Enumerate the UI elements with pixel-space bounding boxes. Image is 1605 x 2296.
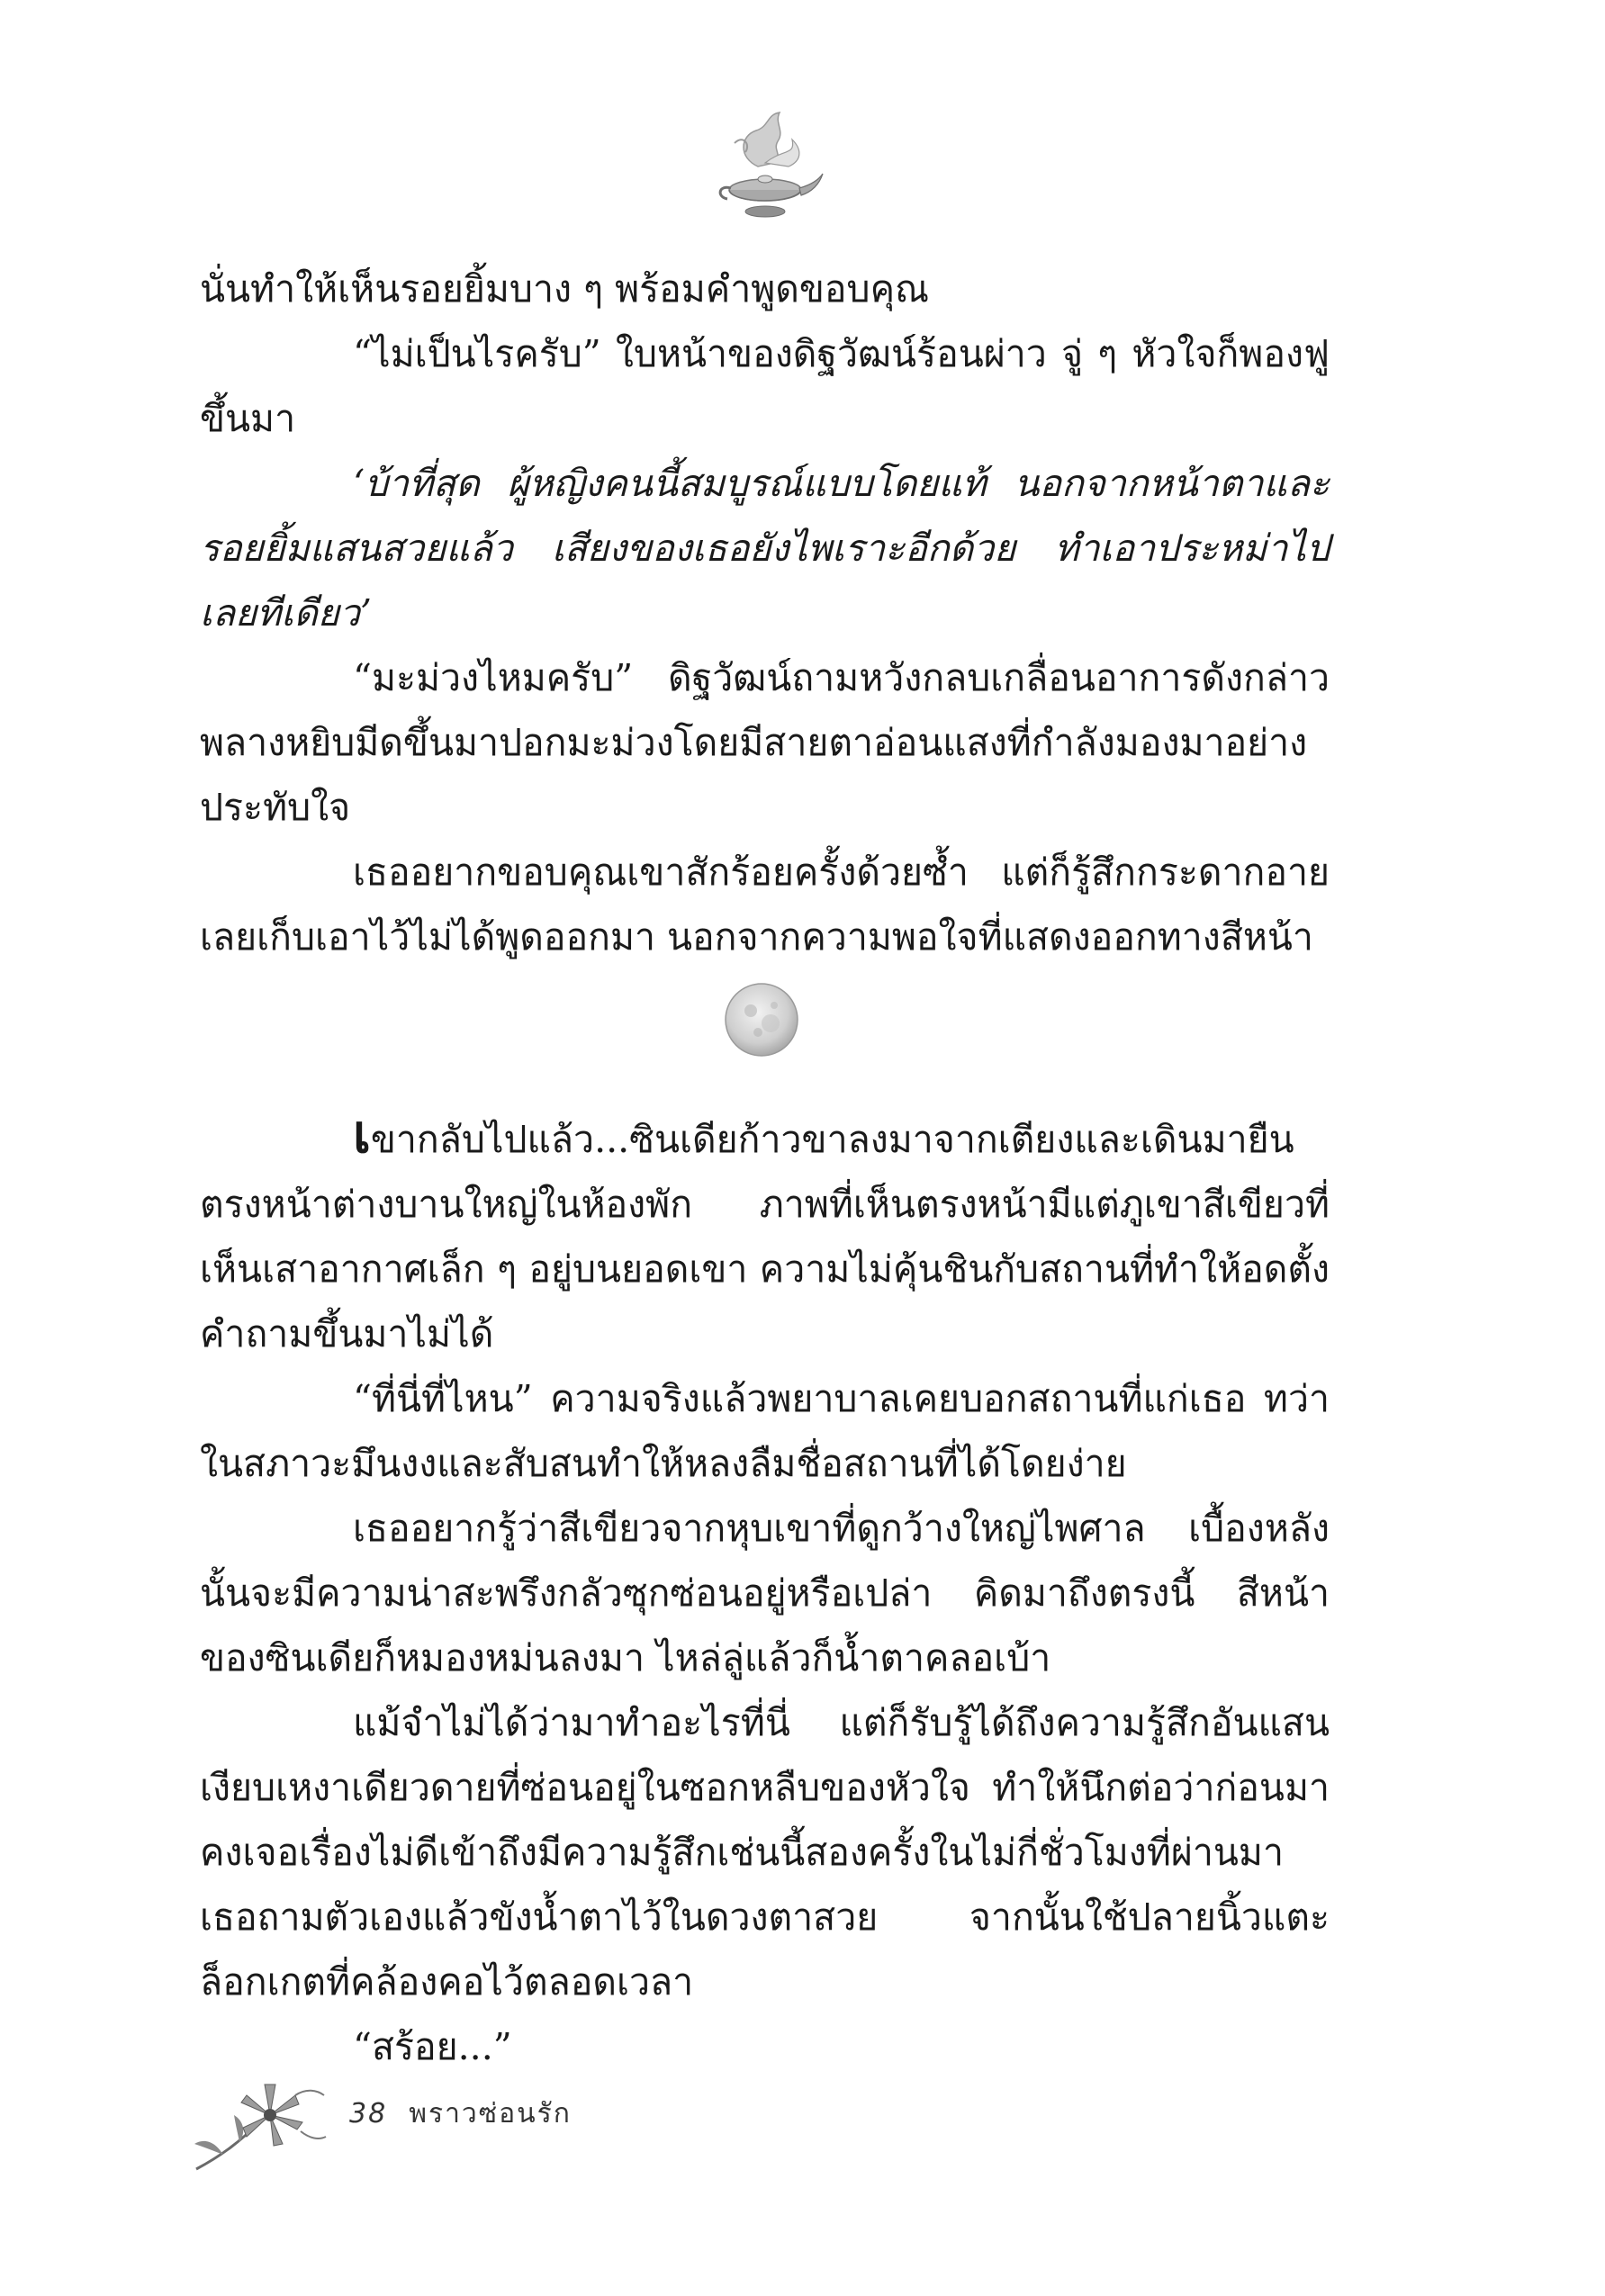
paragraph: แม้จำไม่ได้ว่ามาทำอะไรที่นี่ แต่ก็รับรู้ได้ถึงความรู้สึกอันแสนเงียบเหงาเดียวดายที่ซ่อนอยู่ในซอกหลืบของหัวใจ ทำให้นึกต่อว่าก่อนมาคงเจอเรื่องไม่ดีเข้าถึงมีความรู้สึกเช่นนี้สองครั้งในไม่กี่ชั่วโมงที่ผ่านมา เธอถามตัวเองแล้วขังน้ำตาไว้ในดวงตาสวย จากนั้นใช้ปลายนิ้วแตะล็อกเกตที่คล้องคอไว้ตลอดเวลา bbox=[200, 1701, 1330, 2003]
paragraph: “ที่นี่ที่ไหน” ความจริงแล้วพยาบาลเคยบอกสถานที่แก่เธอ ทว่าในสภาวะมึนงงและสับสนทำให้หลงลืมชื่อสถานที่ได้โดยง่าย bbox=[200, 1377, 1330, 1485]
moon-icon bbox=[718, 977, 805, 1063]
opening-paragraph bbox=[200, 1103, 1330, 1366]
inner-thought-paragraph: ‘บ้าที่สุด ผู้หญิงคนนี้สมบูรณ์แบบโดยแท้ นอกจากหน้าตาและรอยยิ้มแสนสวยแล้ว เสียงของเธอยังไพเราะอีกด้วย ทำเอาประหม่าไปเลยทีเดียว’ bbox=[200, 462, 1330, 635]
paragraph: “ไม่เป็นไรครับ” ใบหน้าของดิฐวัฒน์ร้อนผ่าว จู่ ๆ หัวใจก็พองฟูขึ้นมา bbox=[200, 332, 1330, 440]
page-footer bbox=[349, 2093, 572, 2135]
drop-cap: เ bbox=[353, 1103, 371, 1165]
genie-lamp-icon bbox=[702, 104, 828, 230]
opening-text: ขากลับไปแล้ว...ซินเดียก้าวขาลงมาจากเตียงและเดินมายืนตรงหน้าต่างบานใหญ่ในห้องพัก ภาพที่เห็นตรงหน้ามีแต่ภูเขาสีเขียวที่เห็นเสาอากาศเล็ก ๆ อยู่บนยอดเขา ความไม่คุ้นชินกับสถานที่ทำให้อดตั้งคำถามขึ้นมาไม่ได้ bbox=[200, 1118, 1330, 1355]
section-1 bbox=[200, 257, 1330, 969]
paragraph: “สร้อย...” bbox=[353, 2025, 512, 2068]
page-number: 38 bbox=[349, 2098, 388, 2129]
flower-icon bbox=[187, 2068, 331, 2174]
paragraph: เธออยากรู้ว่าสีเขียวจากหุบเขาที่ดูกว้างใหญ่ไพศาล เบื้องหลังนั้นจะมีความน่าสะพรึงกลัวซุกซ่อนอยู่หรือเปล่า คิดมาถึงตรงนี้ สีหน้าของซินเดียก็หมองหม่นลงมา ไหล่ลู่แล้วก็น้ำตาคลอเบ้า bbox=[200, 1507, 1330, 1679]
paragraph: เธออยากขอบคุณเขาสักร้อยครั้งด้วยซ้ำ แต่ก็รู้สึกกระดากอายเลยเก็บเอาไว้ไม่ได้พูดออกมา นอกจากความพอใจที่แสดงออกทางสีหน้า bbox=[200, 851, 1330, 959]
paragraph: นั่นทำให้เห็นรอยยิ้มบาง ๆ พร้อมคำพูดขอบคุณ bbox=[200, 267, 930, 311]
section-2 bbox=[200, 1103, 1330, 2079]
book-title: พราวซ่อนรัก bbox=[409, 2098, 572, 2129]
paragraph: “มะม่วงไหมครับ” ดิฐวัฒน์ถามหวังกลบเกลื่อนอาการดังกล่าว พลางหยิบมีดขึ้นมาปอกมะม่วงโดยมีสายตาอ่อนแสงที่กำลังมองมาอย่างประทับใจ bbox=[200, 656, 1330, 829]
